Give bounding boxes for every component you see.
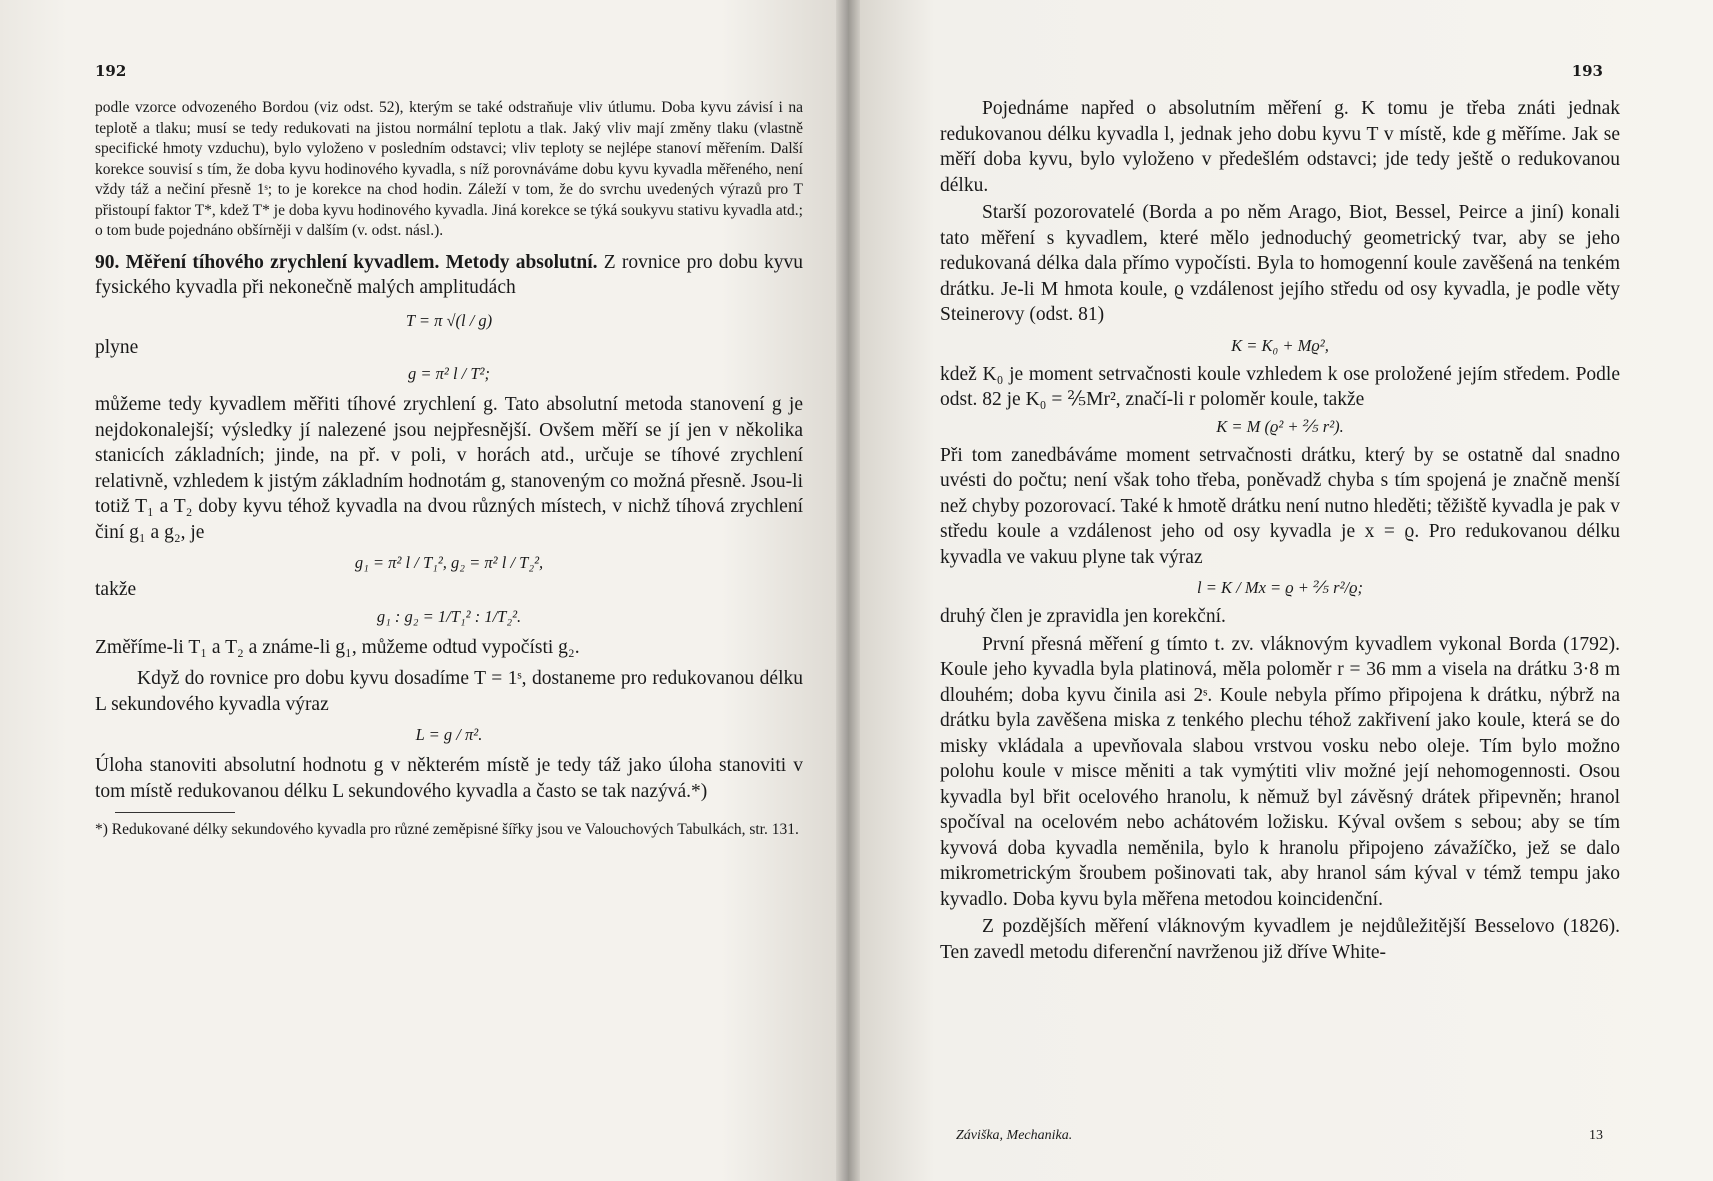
section-text: Z rovnice pro dobu kyvu fysického kyvadla při nekonečně malých amplitudách: [95, 251, 803, 298]
right-page-text: [940, 96, 1620, 965]
paragraph-absolute-method: můžeme tedy kyvadlem měřiti tíhové zrychlení g. Tato absolutní metoda stanovení g je nejdokonalejší; výsledky jí nalezené jsou nejpřesnější. Ovšem měří se jí jen v několika stanicích základních; jinde, na př. v poli, v horách atd., určuje se tíhové zrychlení relativně, vzhledem k jistým základním hodnotám g, stanoveným co možná přesně. Jsou-li totiž T₁ a T₂ doby kyvu téhož kyvadla na dvou různých místech, v nichž tíhová zrychlení činí g₁ a g₂, je: [95, 394, 803, 543]
paragraph-borda: První přesná měření g tímto t. zv. vláknovým kyvadlem vykonal Borda (1792). Koule jeho kyvadla byla platinová, měla poloměr r = 36 mm a visela na drátku 3·8 m dlouhém; doba kyvu činila asi 2ˢ. Koule nebyla přímo připojena k drátku, nýbrž na drátku byla zavěšena miska z tenkého plechu téhož zakřivení jako koule, která se do misky vkládala a upevňovala slabou vrstvou vosku nebo oleje. Tím bylo možno polohu koule v misce měniti a tak vymýtiti vliv možné její nehomogennosti. Osou kyvadla byl břit ocelového hranolu, k němuž byl závěsný drátek připevněn; hranol spočíval na ocelovém nebo achátovém ložisku. Kýval ovšem s sebou; aby se tím kyvová doba kyvadla neměnila, bylo k hranolu připojeno závažíčko, jež se dalo mikrometrickým šroubem pošinovati tak, aby hranol sám kýval v témž tempu jako kyvadlo. Doba kyvu byla měřena metodou koincidenční.: [940, 633, 1620, 910]
paragraph-bessel: Z pozdějších měření vláknovým kyvadlem je nejdůležitější Besselovo (1826). Ten zavedl metodu diferenční navrženou již dříve White-: [940, 916, 1620, 963]
book-gutter: [836, 0, 860, 1181]
footnote: *) Redukované délky sekundového kyvadla pro různé zeměpisné šířky jsou ve Valouchových Tabulkách, str. 131.: [95, 821, 799, 838]
paragraph-seconds-pendulum: Když do rovnice pro dobu kyvu dosadíme T = 1ˢ, dostaneme pro redukovanou délku L sekundového kyvadla výraz: [95, 668, 803, 715]
footer-sheet-number: 13: [1589, 1128, 1603, 1143]
paragraph-older-observers: Starší pozorovatelé (Borda a po něm Arago, Biot, Bessel, Peirce a jiní) konali tato měření s kyvadlem, které mělo jednoduchý geometrický tvar, aby se jeho redukovaná délka dala přímo vypočísti. Byla to homogenní koule zavěšená na tenkém drátku. Je-li M hmota koule, ϱ vzdálenost jejího středu od osy kyvadla, je podle věty Steinerovy (odst. 81): [940, 202, 1620, 325]
paragraph-neglect: Při tom zanedbáváme moment setrvačnosti drátku, který by se ostatně dal snadno uvésti do počtu; není však toho třeba, poněvadž chyba s tím spojená je značně menší než chyby pozorovací. Také k hmotě drátku není nutno hleděti; těžiště kyvadla je pak v středu koule a vzdálenost jeho od osy kyvadla je x = ϱ. Pro redukovanou délku kyvadla ve vakuu plyne tak výraz: [940, 444, 1621, 568]
equation-reduced-length: l = K / Mx = ϱ + ⅖ r²/ϱ;: [1197, 578, 1363, 597]
paragraph-absolute-measurement: Pojednáme napřed o absolutním měření g. K tomu je třeba znáti jednak redukovanou délku kyvadla l, jednak jeho dobu kyvu T v místě, kde g měříme. Jak se měří doba kyvu, bylo vyloženo v předešlém odstavci; jde tedy ještě o redukovanou délku.: [940, 98, 1620, 196]
section-heading: 90. Měření tíhového zrychlení kyvadlem. Metody absolutní.: [95, 251, 598, 273]
equation-ratio: g₁ : g₂ = 1/T₁² : 1/T₂².: [376, 606, 522, 626]
paragraph-measure: Změříme-li T₁ a T₂ a známe-li g₁, můžeme odtud vypočísti g₂.: [95, 636, 580, 658]
equation-steiner: K = K₀ + Mϱ²,: [1231, 335, 1329, 355]
intro-paragraph: podle vzorce odvozeného Bordou (viz odst. 52), kterým se také odstraňuje vliv útlumu. Doba kyvu závisí i na teplotě a tlaku; musí se tedy redukovati na jistou normální teplotu a tlak. Jaký vliv mají změny tlaku (vlastně specifické hmoty vzduchu), bylo vyloženo v posledním odstavci; vliv teploty se nejlépe stanoví měřením. Další korekce souvisí s tím, že doba kyvu hodinového kyvadla, s níž porovnáváme dobu kyvu kyvadla měřeného, není vždy táž a nečiní přesně 1ˢ; to je korekce na chod hodin. Záleží v tom, že do svrchu uvedených výrazů pro T přistoupí faktor T*, kdež T* je doba kyvu hodinového kyvadla. Jiná korekce se týká soukyvu stativu kyvadla atd.; o tom bude pojednáno obšírněji v dalším (v. odst. násl.).: [95, 99, 803, 239]
paragraph-correction: druhý člen je zpravidla jen korekční.: [940, 606, 1226, 627]
left-page-text: [95, 98, 803, 840]
right-page: [848, 0, 1713, 1181]
equation-gravity: g = π² l / T²;: [407, 364, 490, 383]
equation-L: L = g / π².: [415, 725, 483, 744]
paragraph-task: Úloha stanoviti absolutní hodnotu g v některém místě je tedy táž jako úloha stanoviti v tom místě redukovanou délku L sekundového kyvadla a často se tak nazývá.*): [95, 755, 803, 802]
footer-author: Záviška, Mechanika.: [956, 1128, 1073, 1143]
equation-g1-g2: g₁ = π² l / T₁², g₂ = π² l / T₂²,: [354, 553, 544, 572]
equation-period: T = π √(l / g): [405, 310, 493, 330]
equation-K: K = M (ϱ² + ⅖ r²).: [1216, 416, 1344, 436]
left-page: [0, 0, 848, 1181]
page-number: 192: [95, 62, 127, 80]
section-paragraph: [95, 250, 803, 301]
page-number: 193: [1571, 62, 1603, 80]
paragraph-moment: kdež K₀ je moment setrvačnosti koule vzhledem k ose proložené jejím středem. Podle odst. 82 je K₀ = ⅖Mr², značí-li r poloměr koule, takže: [940, 363, 1620, 410]
footnote-divider: [115, 812, 235, 813]
label-takze: takže: [95, 579, 137, 600]
label-plyne: plyne: [95, 336, 139, 358]
